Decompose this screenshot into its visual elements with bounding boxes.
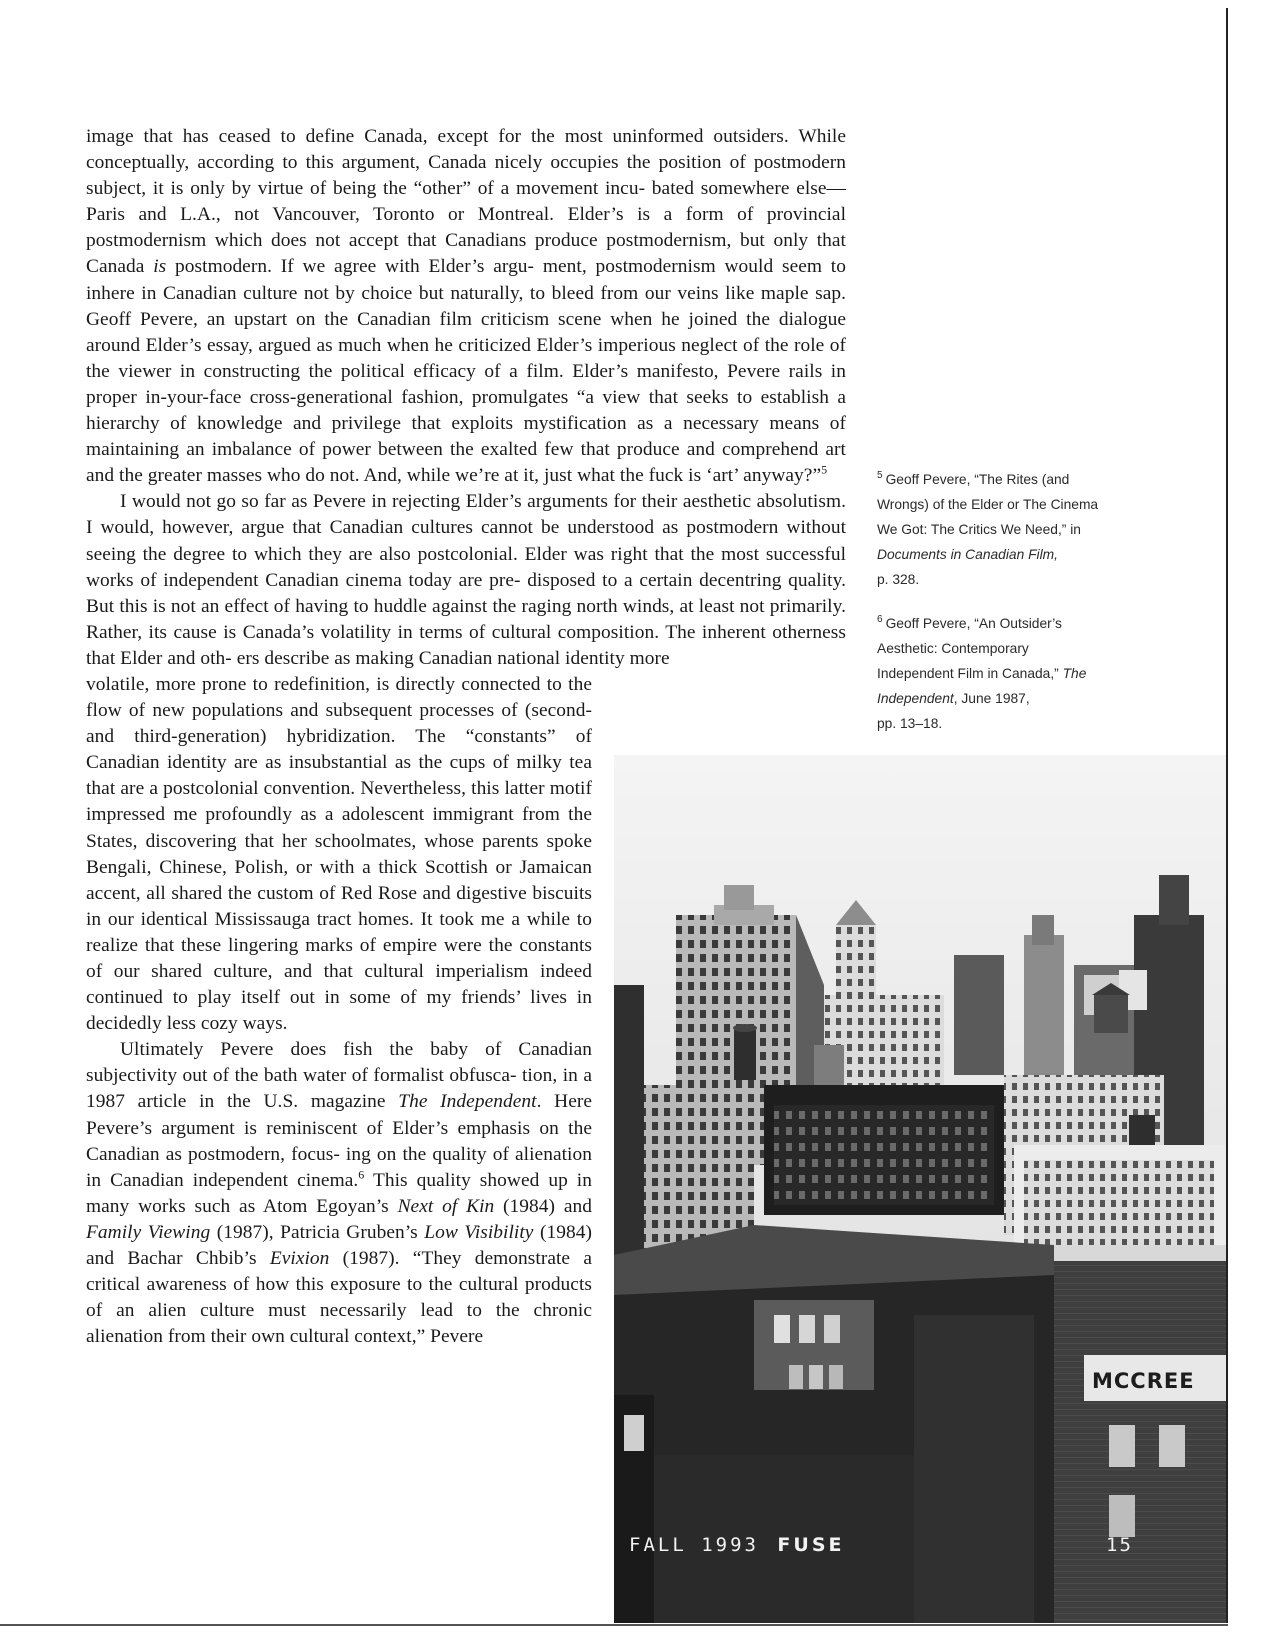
paragraph-2: I would not go so far as Pevere in rejecting Elder’s arguments for their aesthetic absolutism. I would, however, argue that Canadian cultures cannot be understood as postmodern without seeing the degree to which they are also postcolonial. Elder was right that the most successful works of independent Canadian cinema today are pre- disposed to a certain decentring quality. But this is not an effect of having to huddle against the raging north winds, at least not primarily. Rather, its cause is Canada’s volatility in terms of cultural composition. The inherent otherness that Elder and oth- ers describe as making Canadian national identity more [86, 491, 847, 669]
footnote-6: $^6$ Geoff Pevere, “An Outsider’s Aesthetic: Contemporary Independent Film in Canada,” The Independent, June 1987, pp. 13–18. [877, 614, 1087, 731]
footnotes-column [877, 467, 1147, 755]
folio [629, 1534, 844, 1556]
footnote-5: $^5$ Geoff Pevere, “The Rites (and Wrongs) of the Elder or The Cinema We Got: The Critics We Need,” in Documents in Canadian Film, p. 328. [877, 470, 1099, 587]
footnote-ref-5[interactable]: 5 [821, 462, 828, 477]
page-edge-bottom [0, 1624, 1228, 1626]
paragraph-3: Ultimately Pevere does fish the baby of Canadian subjectivity out of the bath water of formalist obfusca- tion, in a 1987 article in the U.S. magazine The Independent. Here Pevere’s argument is reminiscent of Elder’s emphasis on the Canadian as postmodern, focus- ing on the quality of alienation in Canadian independent cinema.$^6$ This quality showed up in many works such as Atom Egoyan’s Next of Kin (1984) and Family Viewing (1987), Patricia Gruben’s Low Visibility (1984) and Bachar Chbib’s Evixion (1987). “They demonstrate a critical awareness of how this exposure to the cultural products of an alien culture must necessarily lead to the chronic alienation from their own cultural context,” Pevere [86, 1039, 593, 1348]
issue-label: FALL 1993 [629, 1534, 759, 1556]
page-edge [1226, 8, 1228, 1623]
magazine-name: FUSE [777, 1534, 845, 1556]
sign-text: MCCREE [1092, 1369, 1195, 1393]
paragraph-2-continued: volatile, more prone to redefinition, is directly connected to the flow of new populations and subsequent processes of (second- and third-generation) hybridization. The “constants” of Canadian identity are as insubstantial as the cups of milky tea that are a postcolonial convention. Nevertheless, this latter motif impressed me profoundly as a adolescent immigrant from the States, discovering that her schoolmates, whose parents spoke Bengali, Chinese, Polish, or with a thick Scottish or Jamaican accent, all shared the custom of Red Rose and digestive biscuits in our identical Mississauga tract homes. It took me a while to realize that these lingering marks of empire were the constants of our shared culture, and that cultural imperialism indeed continued to play itself out in some of my friends’ lives in decidedly less cozy ways. [86, 673, 593, 1035]
paragraph-1: image that has ceased to define Canada, except for the most uninformed outsiders. While conceptually, according to this argument, Canada nicely occupies the position of postmodern subject, it is only by virtue of being the “other” of a movement incu- bated somewhere else—Paris and L.A., not Vancouver, Toronto or Montreal. Elder’s is a form of provincial postmodernism which does not accept that Canadians produce postmodernism, but only that Canada is postmodern. If we agree with Elder’s argu- ment, postmodernism would seem to inhere in Canadian culture not by choice but naturally, to bleed from our veins like maple sap. Geoff Pevere, an upstart on the Canadian film criticism scene when he joined the dialogue around Elder’s essay, argued as much when he criticized Elder’s imperious neglect of the role of the viewer in constructing the political efficacy of a film. Elder’s manifesto, Pevere rails in proper in-your-face cross-generational fashion, promulgates “a view that seeks to establish a hierarchy of knowledge and privilege that exploits mystification as a necessary means of maintaining an imbalance of power between the exalted few that produce and comprehend art and the greater masses who do not. And, while we’re at it, just what the fuck is ‘art’ anyway?”$^5$ [86, 126, 847, 487]
city-skyline-photo [614, 755, 1226, 1623]
page-number: 15 [1106, 1534, 1133, 1556]
footnote-ref-6[interactable]: 6 [358, 1167, 365, 1182]
